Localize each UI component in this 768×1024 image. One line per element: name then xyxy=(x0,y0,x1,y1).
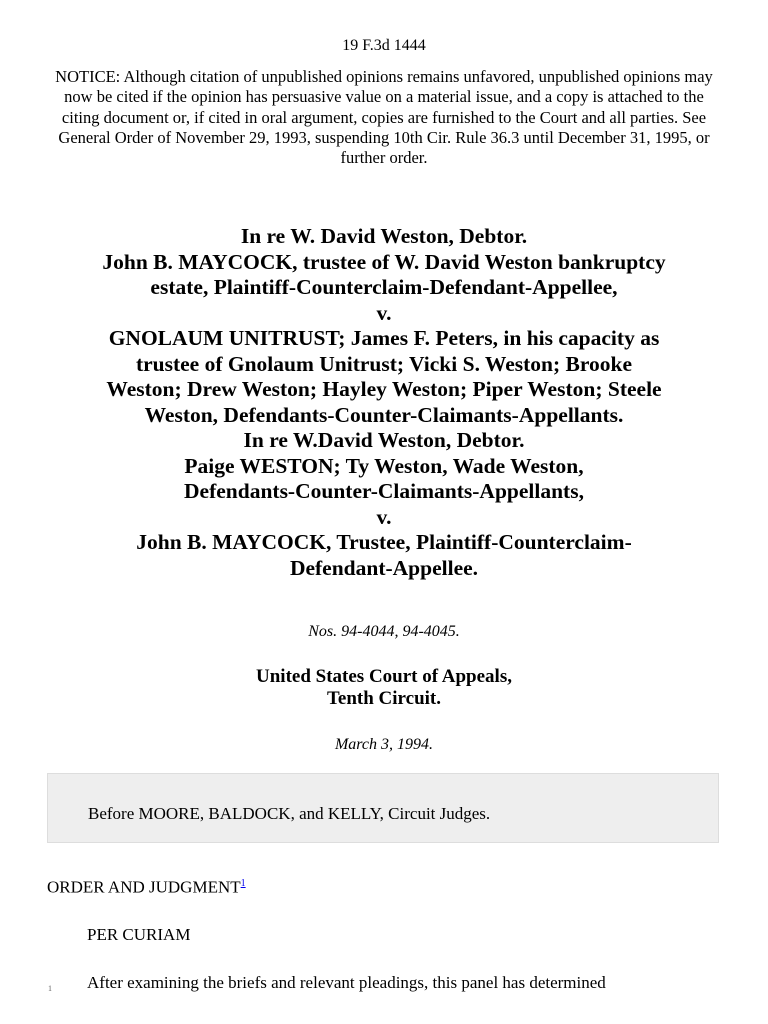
order-heading xyxy=(47,874,246,898)
caption-line: In re W.David Weston, Debtor. xyxy=(243,428,525,452)
caption-line: Paige WESTON; Ty Weston, Wade Weston, xyxy=(184,453,584,478)
unpublished-notice: NOTICE: Although citation of unpublished opinions remains unfavored, unpublished opinions may now be cited if the opinion has persuasive value on a material issue, and a copy is attached to the citing document or, if cited in oral argument, copies are furnished to the Court and all parties. See General Order of November 29, 1993, suspending 10th Cir. Rule 36.3 until December 31, 1995, or further order. xyxy=(55,67,713,168)
caption-line: trustee of Gnolaum Unitrust; Vicki S. Weston; Brooke xyxy=(135,351,633,376)
caption-line: Defendants-Counter-Claimants-Appellants, xyxy=(184,479,584,503)
judges-panel xyxy=(47,773,719,843)
court-name-line-1: United States Court of Appeals, xyxy=(256,666,512,687)
court-name-line-2: Tenth Circuit. xyxy=(326,688,442,709)
case-citation: 19 F.3d 1444 xyxy=(342,37,426,54)
judges-text: Before MOORE, BALDOCK, and KELLY, Circuit Judges. xyxy=(88,804,491,823)
caption-line: GNOLAUM UNITRUST; James F. Peters, in his capacity as xyxy=(108,326,660,350)
caption-line: estate, Plaintiff-Counterclaim-Defendant-Appellee, xyxy=(150,275,618,299)
footnote-link[interactable]: 1 xyxy=(240,878,246,889)
opinion-paragraph: After examining the briefs and relevant pleadings, this panel has determined xyxy=(87,973,606,992)
caption-line: In re W. David Weston, Debtor. xyxy=(240,224,528,248)
caption-line: Defendant-Appellee. xyxy=(289,555,479,580)
docket-numbers: Nos. 94-4044, 94-4045. xyxy=(308,623,460,640)
caption-line: v. xyxy=(376,300,392,325)
paragraph-number: 1 xyxy=(48,984,52,993)
court-name xyxy=(0,666,768,710)
caption-line: Weston; Drew Weston; Hayley Weston; Piper Weston; Steele xyxy=(106,377,662,401)
caption-line: v. xyxy=(376,504,392,529)
case-caption xyxy=(40,224,728,581)
order-heading-text: ORDER AND JUDGMENT xyxy=(47,877,241,897)
caption-line: John B. MAYCOCK, trustee of W. David Weston bankruptcy xyxy=(102,249,666,274)
caption-line: Weston, Defendants-Counter-Claimants-Appellants. xyxy=(144,402,624,427)
caption-line: John B. MAYCOCK, Trustee, Plaintiff-Counterclaim- xyxy=(136,530,632,554)
per-curiam: PER CURIAM xyxy=(87,925,191,944)
decision-date: March 3, 1994. xyxy=(334,736,434,753)
